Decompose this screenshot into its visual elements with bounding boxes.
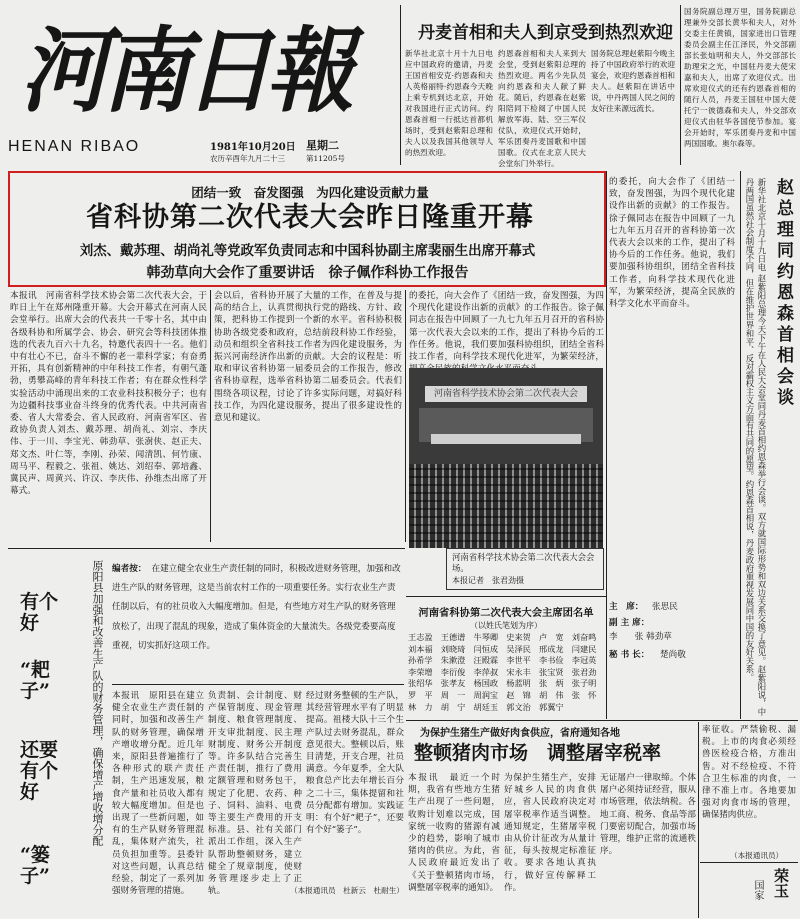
section-divider bbox=[8, 548, 405, 549]
masthead-lunar: 农历辛酉年九月二十三 bbox=[210, 154, 285, 163]
photo-caption-credit: 本报记者 张君劲摄 bbox=[452, 576, 524, 585]
masthead-date: 1981年10月20日 bbox=[210, 142, 296, 153]
list-chair: 张思民 bbox=[652, 602, 678, 612]
masthead-weekday: 星期二 bbox=[306, 139, 339, 152]
lower-right-headline: 整顿猪肉市场 调整屠宰税率 bbox=[414, 742, 662, 764]
photo-banner: 河南省科学技术协会第二次代表大会 bbox=[425, 386, 587, 402]
lower-left-intro: 原阳县加强和改善生产队的财务管理，确保增产增收增分配 bbox=[91, 560, 104, 846]
conference-photo bbox=[409, 368, 603, 548]
lower-left-col3: 经过财务整顿的生产队，其经营管理水平有了明显提高。祖楼大队十三个生产队过去财务混乱，群众意见很大。整顿以后，账目清楚，开支合理，社员满意。今年夏季，全大队粮食总产比去年增长百分之二十三，集体提留和社员分配都有增加。实践证明：有个好“耙子”，还要有个好“篓子”。 bbox=[306, 691, 404, 836]
col-divider bbox=[740, 171, 741, 719]
audience-rows bbox=[409, 464, 603, 548]
masthead-issue: 第11205号 bbox=[306, 154, 345, 163]
main-story-subhead1: 刘杰、戴苏理、胡尚礼等党政军负责同志和中国科协副主席裴丽生出席开幕式 bbox=[79, 243, 536, 259]
lower-left-headline-d: “篓子” bbox=[20, 844, 50, 887]
main-story-col4: 的委托，向大会作了《团结一致，奋发图强，为四个现代化建设作出新的贡献》的工作报告。徐子佩同志在报告中回顾了一九七九年五月召开的省科协第一次代表大会以来的工作，提出了科协今后的工作任务。他说，我们要加强科协组织，团结全省科技工作者，向科学技术现代化进军，为繁荣经济，提高全民族的科学文化水平而奋斗。 bbox=[609, 177, 735, 310]
lower-right-side-text: 国家 bbox=[752, 880, 763, 900]
section-divider bbox=[406, 720, 798, 721]
lower-right-kicker: 为保护生猪生产做好肉食供应，省府通知各地 bbox=[420, 728, 620, 739]
main-story-col2: 会以后，省科协开展了大量的工作，在普及与提高的结合上，认真贯彻执行党的路线、方针、政策，把科协工作提到一个新的水平。省科协积极协助各级党委和政府，总结前段科协工作经验，动员和组织全省科技工作者为四化建设服务，为振兴河南经济作出新的贡献。大会的议程是：听取和审议省科协第一届委员会的工作报告，修改省科协章程，选举省科协第二届委员会。代表们围绕各项议程，讨论了许多实际问题，对搞好科技工作，为四化建设服务，提出了很多建设性的意见和建议。 bbox=[214, 291, 402, 424]
right-column-body: 新华社北京十月十九日电 赵紫阳总理今天下午在人民大会堂同丹麦首相约恩森举行会谈。双方就国际形势和双边关系交换了意见。赵紫阳说，中丹两国虽然社会制度不同，但在维护世界和平、反对霸权主义方面有共同的愿望。约恩森首相说，丹麦政府重视发展同中国的友好关系。 bbox=[745, 178, 767, 716]
lower-left-headline-a: 有个好 bbox=[20, 591, 59, 634]
main-story-col1: 本报讯 河南省科学技术协会第二次代表大会，于昨日上午在郑州隆重开幕。大会开幕式在河南人民会堂举行。出席大会的代表共一千零十名，其中由各级科协和所属学会、协会、研究会等科技团体推选的代表九百六十九名，特邀代表四十一名。他们中有壮心不已，奋斗不懈的老一辈科学家；有奋勇开拓，具有创新精神的中年科技工作者，有朝气蓬勃，勇攀高峰的青年科技工作者；有在群众性科学实验活动中涌现出来的工农业科技积极分子；也有为边疆科技事业奋斗终身的优秀代表。中共河南省委、省人大常委会、省人民政府、河南省军区、省政协负责人刘杰、戴苏理、胡尚礼、刘宗、李庆伟、于一川、李宝光、韩劲草、张澍侠、赵正夫、郑文杰、叶仁等，李刚、孙荣、闻清凯、何竹康、周马平、程毅之、张祖、姚达、刘绍奉、郭培鑫、冀民声、周黄兴、许汉、李庆伟、孙维杰出席了开幕式。 bbox=[10, 291, 207, 497]
list-secretary: 楚尚敬 bbox=[660, 650, 686, 660]
lower-left-headline-b: “耙子” bbox=[20, 659, 50, 702]
lower-right-side-headline: 荣玉 bbox=[772, 868, 790, 898]
top-story-col3: 国务院总理赵紫阳今晚主持了中国政府举行的欢迎宴会，欢迎约恩森首相和夫人。赵紫阳在讲话中说，中丹两国人民之间的友好往来源远流长。 bbox=[591, 49, 675, 113]
stage-table bbox=[431, 434, 581, 444]
list-chair-label: 主 席： bbox=[609, 602, 644, 612]
masthead-pinyin: HENAN RIBAO bbox=[8, 138, 141, 155]
lower-right-col3: 无证屠户一律取缔。个体屠户必须持证经营，服从市场管理，依法纳税。各地工商、税务、食品等部门要密切配合，加强市场管理，维护正常的流通秩序。 bbox=[600, 773, 696, 857]
list-secretary-label: 秘 书 长： bbox=[609, 650, 650, 660]
top-story-divider bbox=[680, 5, 681, 165]
lower-right-col1: 本报讯 最近一个时期，我省有些地方生猪生产出现了一些问题，收购计划难以完成，国家统一收购的猪源有减少的趋势，影响了城市猪肉的供应。为此，省人民政府最近发出了《关于整顿猪肉市场，调整屠宰税率的通知》。 bbox=[408, 773, 500, 893]
photo-caption-title: 河南省科学技术协会第二次代表大会会场。 bbox=[452, 552, 595, 573]
list-subtitle: （以姓氏笔划为序） bbox=[470, 621, 542, 630]
section-divider bbox=[700, 862, 798, 863]
lower-right-credit: （本报通讯员） bbox=[730, 851, 784, 860]
top-story-side: 国务院副总理万里，国务院副总理兼外交部长黄华和夫人，对外交委主任黄镇，国家进出口管理委员会副主任江泽民，外交部副部长张灿明和夫人，外交部部长助理宋之光，中国驻丹麦大使宋嘉和夫人，出席了欢迎仪式。出席欢迎仪式的还有约恩森首相的随行人员，丹麦王国驻中国大使托宁一彼德森和夫人，外交部欢迎仪式由驻华各国使节参加。宴会开始时，军乐团奏丹麦和中国两国国歌。奥尔森等。 bbox=[684, 7, 796, 148]
top-story-headline: 丹麦首相和夫人到京受到热烈欢迎 bbox=[418, 23, 673, 43]
main-story-subhead2: 韩劲草向大会作了重要讲话 徐子佩作科协工作报告 bbox=[146, 265, 469, 281]
masthead-divider bbox=[400, 5, 401, 165]
top-story-col2: 约恩森首相和夫人来到大会堂，受到赵紫阳总理的热烈欢迎。两名少先队员向约恩森和夫人献了鲜花。随后，约恩森在赵紫阳陪同下检阅了中国人民解放军海、陆、空三军仪仗队，欢迎仪式开始时，军乐团奏丹麦国歌和中国国歌。仪式在北京人民大会堂东门外举行。 bbox=[498, 49, 586, 168]
list-body: 王志盈 王德谱 牛琴卿 史来贺 卢 宽 刘奋鸣 刘本福 刘晓琦 闫恒成 吴泽民 邢成龙 闫建民 孙希学 朱漱澄 汪殿霖 李世平 李书俭 李冠英 李荣增 李衍俊 李萍叔 宋永丰 张宝贤 张君劲 张绍华 张孝友 杨国政 杨蓝明 张 炳 张子明 罗 平 周 一 周润宝 赵 锦 胡 伟 张 怀 林 力 胡 宁 胡廷玉 郭文治 郭翼宁 bbox=[408, 632, 605, 712]
editor-note bbox=[112, 556, 404, 680]
right-column-headline: 赵总理同约恩森首相会谈 bbox=[773, 178, 793, 409]
col-divider bbox=[405, 290, 406, 542]
list-top-rule bbox=[406, 596, 606, 597]
main-story-headline: 省科协第二次代表大会昨日隆重开幕 bbox=[86, 202, 534, 233]
editor-note-text: 在建立健全农业生产责任制的同时，积极改进财务管理，加强和改进生产队的财务管理，这是当前农村工作的一项重要任务。实行农业生产责任制以后，有的社员收入大幅度增加。但是，有些地方对生产队的财务管理放松了，出现了混乱的现象，造成了集体资金的大量流失。各级党委要高度重视，切实抓好这项工作。 bbox=[112, 564, 401, 651]
main-story-kicker: 团结一致 奋发图强 为四化建设贡献力量 bbox=[191, 185, 429, 200]
top-story-col1: 新华社北京十月十九日电 应中国政府的邀请，丹麦王国首相安克·约恩森和夫人英格丽特·约恩森今天晚上乘专机到达北京，开始对我国进行正式访问。约恩森首相一行抵达首都机场时，受到赵紫阳总理和夫人以及我国其他领导人的热烈欢迎。 bbox=[405, 49, 493, 157]
list-vice-label: 副 主 席： bbox=[609, 618, 650, 628]
lower-left-credit: （本报通讯员 杜新云 杜耐生） bbox=[290, 886, 404, 895]
main-story-col3: 的委托，向大会作了《团结一致，奋发图强，为四个现代化建设作出新的贡献》的工作报告。徐子佩同志在报告中回顾了一九七九年五月召开的省科协第一次代表大会以来的工作，提出了科协今后的工作任务。他说，我们要加强科协组织，团结全省科技工作者，向科学技术现代化进军，为繁荣经济， bbox=[409, 291, 604, 363]
lower-left-headline-c: 还要有个好 bbox=[20, 739, 59, 803]
lower-left-col1: 本报讯 原阳县在建立健全农业生产责任制的同时，加强和改善生产队的财务管理，确保增产增收增分配。近几年来，原阳县普遍推行了各种形式的联产责任制，生产迅速发展，粮食产量和社员收入都有较大幅度增加。但是也出现了一些新问题，如有的生产队财务管理混乱，集体财产流失，社员负担加重等。县委针对这些问题，认真总结经验，制定了一系列加强财务管理的措施。 bbox=[112, 691, 204, 897]
masthead bbox=[0, 0, 400, 168]
list-title: 河南省科协第二次代表大会主席团名单 bbox=[418, 607, 594, 619]
editor-note-label: 编者按： bbox=[112, 564, 147, 574]
lower-right-col2: 为保护生猪生产，安排好城乡人民的肉食供应，省人民政府决定对屠宰税率作适当调整。通知规定，生猪屠宰税由从价计征改为从量计征，每头按规定标准征收。要求各地认真执行，做好宣传解释工作。 bbox=[504, 773, 596, 893]
list-vice: 李 张 韩劲草 bbox=[609, 632, 672, 642]
col-divider bbox=[698, 722, 699, 918]
lower-right-col4: 率征收。严禁偷税、漏税。上市的肉食必须经兽医检疫合格，方准出售。对不经检疫、不符合卫生标准的肉食，一律不准上市。各地要加强对肉食市场的管理，确保猪肉供应。 bbox=[702, 725, 796, 821]
col-divider bbox=[210, 290, 211, 542]
editor-note-rule bbox=[112, 684, 404, 685]
col-divider bbox=[606, 171, 607, 719]
lower-left-col2: 负责制、会计制度、财产保管制度、现金管理制度、粮食管理制度、开支审批制度、民主理财制度、财务公开制度等。许多队结合完善生产责任制，推行了费用定额管理和财务包干，规定了化肥、农药、种子、饲料、油料、电费等主要生产费用的开支标准。县、社有关部门派出工作组，深入生产队帮助整顿财务，建立健全了规章制度，使财务管理逐步走上了正轨。 bbox=[208, 691, 302, 897]
masthead-title: 河南日報 bbox=[20, 15, 349, 125]
